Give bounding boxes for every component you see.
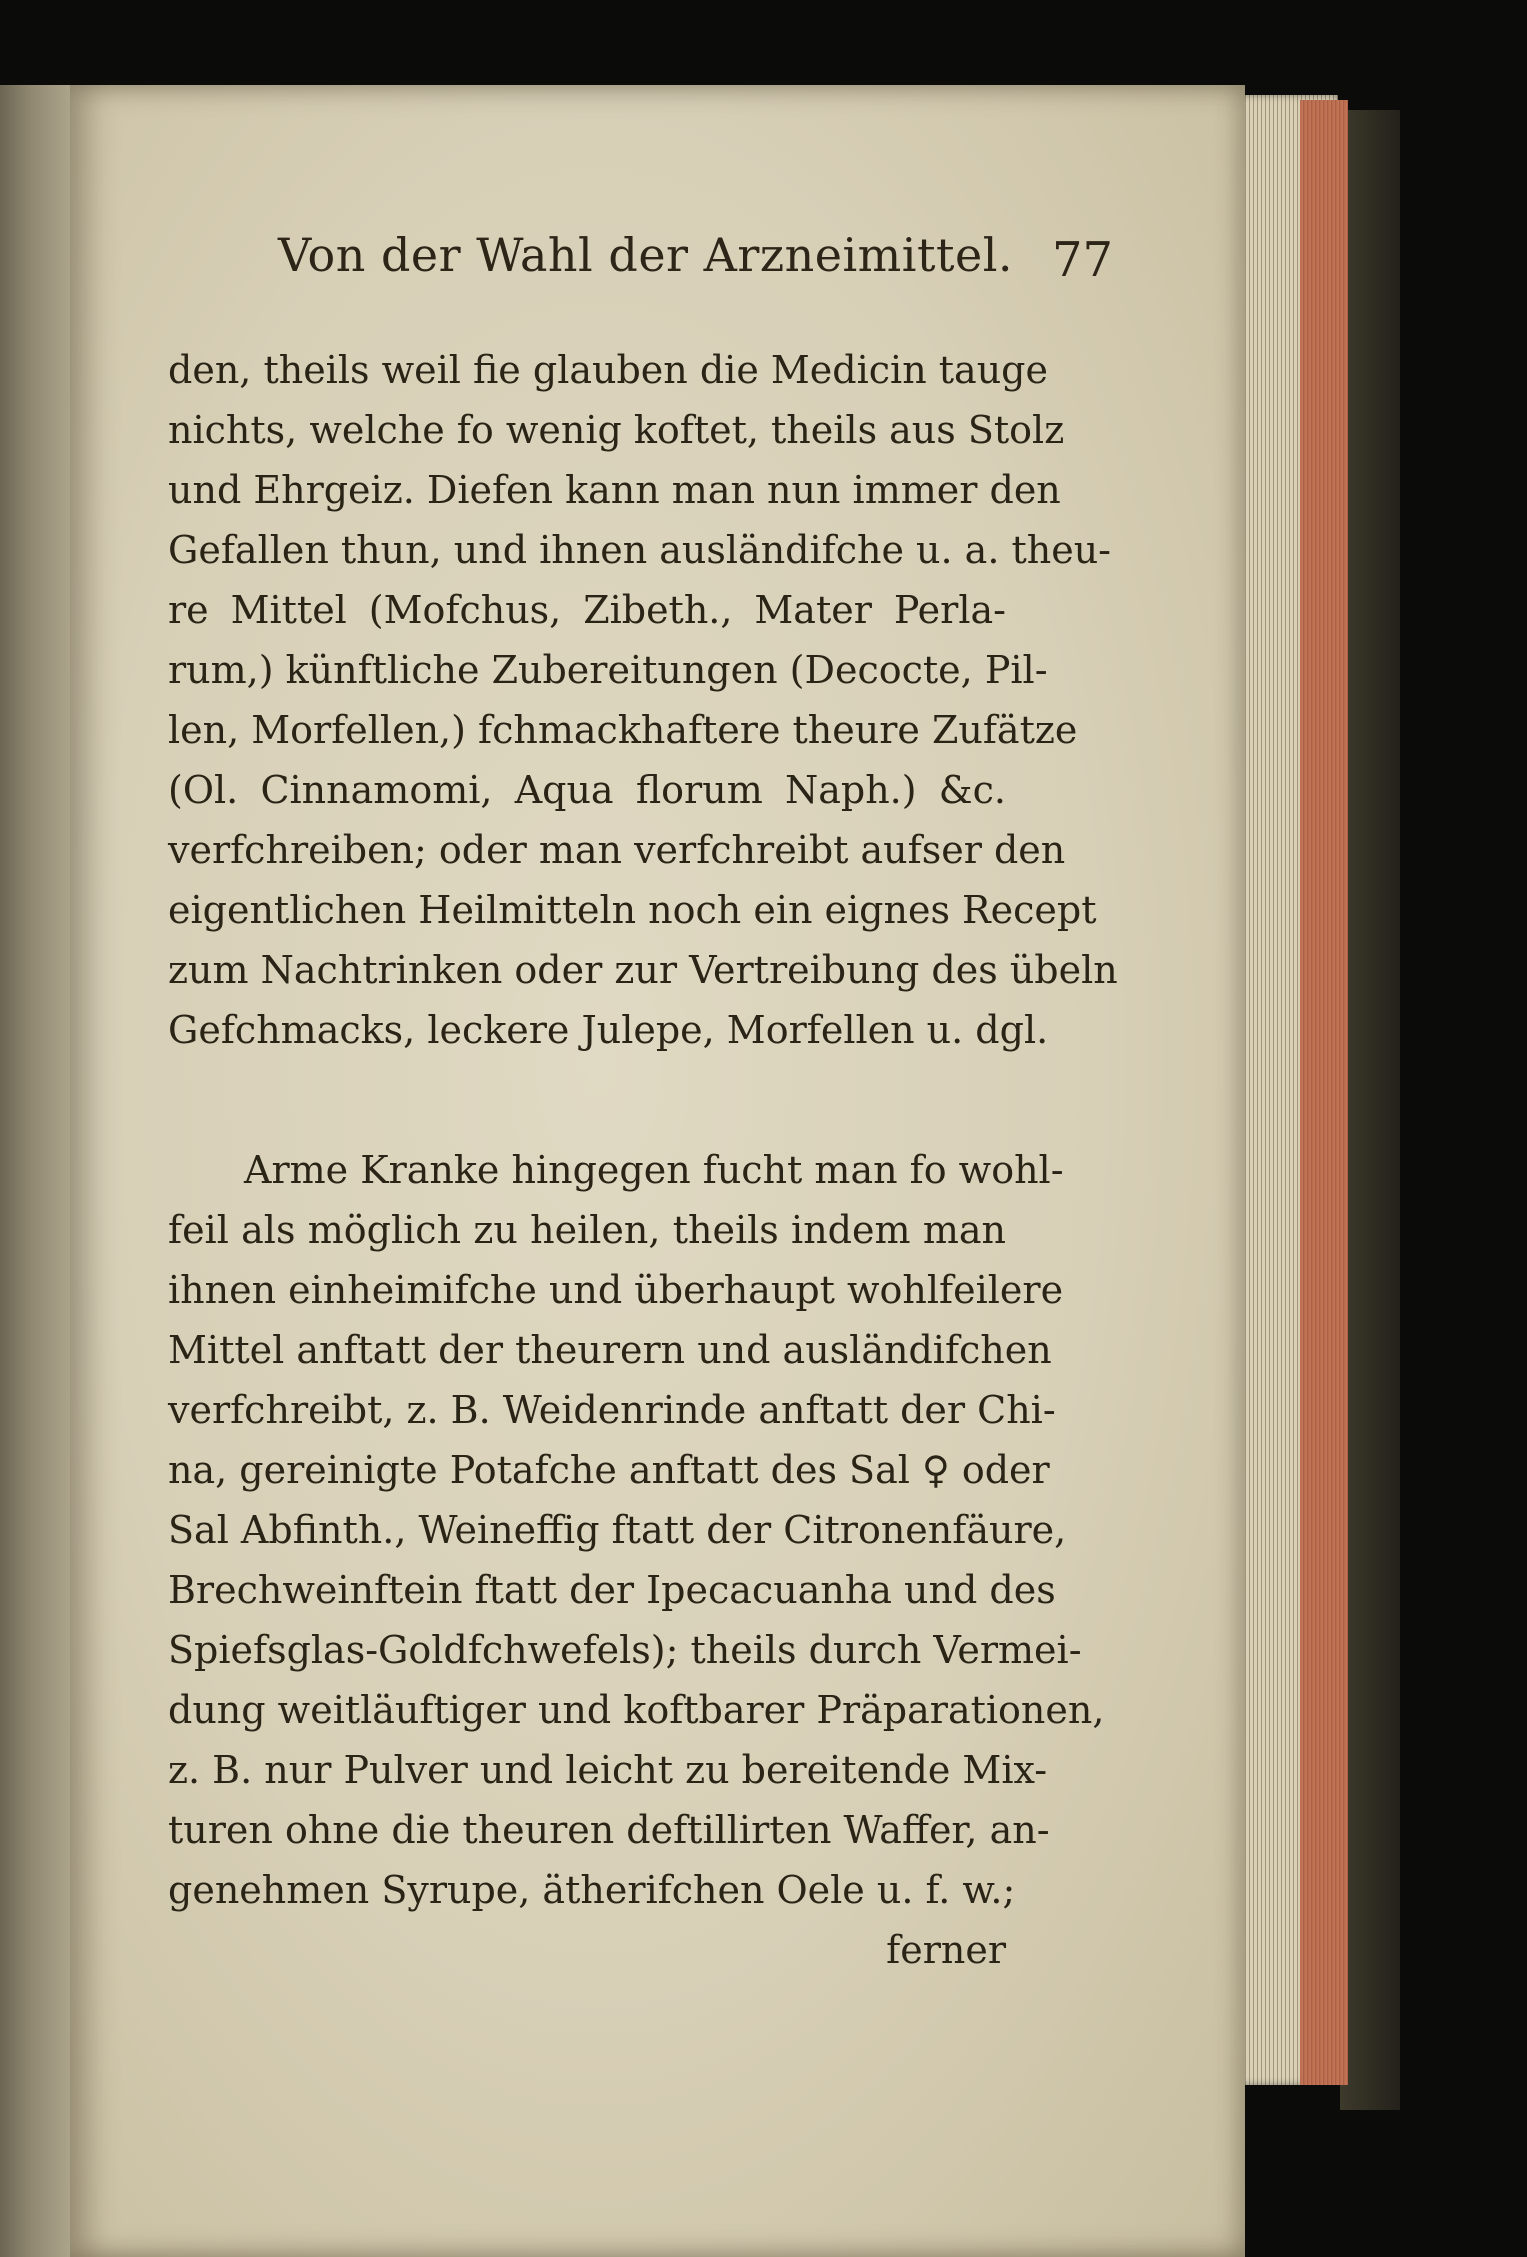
paragraph-2 (168, 1140, 1105, 1920)
text-line: (Ol. Cinnamomi, Aqua florum Naph.) &c. (168, 768, 1006, 812)
catchword: ferner (886, 1928, 1006, 1972)
text-line: Gefchmacks, leckere Julepe, Morfellen u. dgl. (168, 1008, 1049, 1052)
text-line: den, theils weil fie glauben die Medicin tauge (168, 348, 1048, 392)
text-line: Spiefsglas-Goldfchwefels); theils durch Vermei- (168, 1628, 1082, 1672)
text-line: re Mittel (Mofchus, Zibeth., Mater Perla- (168, 588, 1006, 632)
text-line: Sal Abfinth., Weineffig ftatt der Citronenfäure, (168, 1508, 1067, 1552)
text-line: verfchreiben; oder man verfchreibt aufser den (168, 828, 1066, 872)
previous-page-edge (0, 85, 75, 2257)
page-number: 77 (1052, 232, 1114, 288)
red-page-edges (1300, 100, 1348, 2085)
body-text (168, 340, 1118, 1980)
text-line: und Ehrgeiz. Diefen kann man nun immer den (168, 468, 1061, 512)
text-line: verfchreibt, z. B. Weidenrinde anftatt der Chi- (168, 1388, 1056, 1432)
text-line: na, gereinigte Potafche anftatt des Sal ♀ oder (168, 1448, 1050, 1492)
text-line: eigentlichen Heilmitteln noch ein eignes Recept (168, 888, 1097, 932)
text-line: z. B. nur Pulver und leicht zu bereitende Mix- (168, 1748, 1048, 1792)
text-line: ihnen einheimifche und überhaupt wohlfeilere (168, 1268, 1064, 1312)
paragraph-1 (168, 340, 1118, 1060)
text-line: len, Morfellen,) fchmackhaftere theure Zufätze (168, 708, 1078, 752)
text-line: genehmen Syrupe, ätherifchen Oele u. f. w.; (168, 1868, 1016, 1912)
text-line: zum Nachtrinken oder zur Vertreibung des übeln (168, 948, 1118, 992)
text-line: Gefallen thun, und ihnen ausländifche u. a. theu- (168, 528, 1112, 572)
text-line: Brechweinftein ftatt der Ipecacuanha und des (168, 1568, 1056, 1612)
text-line: Mittel anftatt der theurern und ausländifchen (168, 1328, 1052, 1372)
text-line: turen ohne die theuren deftillirten Waffer, an- (168, 1808, 1050, 1852)
text-line: dung weitläuftiger und koftbarer Präparationen, (168, 1688, 1105, 1732)
text-line: nichts, welche fo wenig koftet, theils aus Stolz (168, 408, 1065, 452)
text-line: feil als möglich zu heilen, theils indem man (168, 1208, 1006, 1252)
book-cover-edge (1340, 110, 1400, 2110)
running-title: Von der Wahl der Arzneimittel. (278, 228, 1014, 282)
text-line: Arme Kranke hingegen fucht man fo wohl- (244, 1148, 1064, 1192)
text-line: rum,) künftliche Zubereitungen (Decocte, Pil- (168, 648, 1048, 692)
